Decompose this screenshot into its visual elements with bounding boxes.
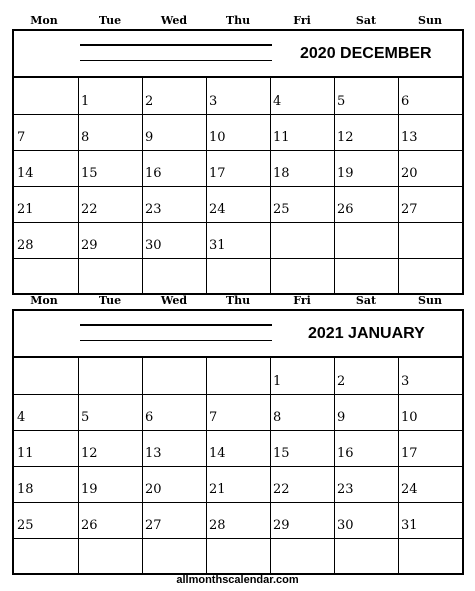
day-number: 14 [17, 166, 34, 181]
day-cell [270, 430, 334, 466]
day-cell [334, 150, 398, 186]
day-number: 3 [209, 94, 218, 109]
month-title: 2020 DECEMBER [300, 45, 432, 62]
day-cell [78, 222, 142, 258]
weekday-wed: Wed [160, 14, 188, 27]
day-cell [206, 114, 270, 150]
day-cell [14, 394, 78, 430]
day-cell [270, 502, 334, 538]
day-number: 27 [145, 518, 162, 533]
day-cell [398, 430, 462, 466]
day-cell [334, 430, 398, 466]
day-cell [398, 502, 462, 538]
day-number: 8 [273, 410, 282, 425]
day-number: 18 [273, 166, 290, 181]
day-cell [14, 538, 78, 574]
day-cell [334, 502, 398, 538]
day-grid [14, 78, 462, 293]
day-number: 21 [209, 482, 226, 497]
day-cell [142, 78, 206, 114]
day-cell [14, 150, 78, 186]
day-cell [334, 222, 398, 258]
day-number: 31 [209, 238, 226, 253]
day-cell [142, 358, 206, 394]
day-cell [270, 538, 334, 574]
weekday-fri: Fri [293, 14, 311, 27]
day-number: 11 [17, 446, 34, 461]
day-cell [78, 114, 142, 150]
day-cell [398, 222, 462, 258]
day-cell [78, 394, 142, 430]
day-cell [270, 186, 334, 222]
day-number: 14 [209, 446, 226, 461]
day-number: 22 [273, 482, 290, 497]
day-number: 9 [145, 130, 154, 145]
day-number: 10 [401, 410, 418, 425]
weekday-thu: Thu [225, 294, 251, 307]
day-number: 12 [337, 130, 354, 145]
header-rule [80, 60, 272, 61]
day-number: 16 [337, 446, 354, 461]
day-cell [206, 430, 270, 466]
day-cell [14, 114, 78, 150]
day-number: 15 [273, 446, 290, 461]
day-cell [78, 538, 142, 574]
day-number: 29 [81, 238, 98, 253]
weekday-sun: Sun [418, 294, 442, 307]
day-cell [398, 150, 462, 186]
header-rule [80, 324, 272, 326]
day-cell [14, 430, 78, 466]
day-cell [78, 186, 142, 222]
day-cell [206, 186, 270, 222]
calendar-january [12, 309, 464, 575]
day-number: 3 [401, 374, 410, 389]
day-number: 24 [209, 202, 226, 217]
day-cell [142, 222, 206, 258]
day-number: 6 [401, 94, 410, 109]
day-cell [14, 466, 78, 502]
day-cell [78, 150, 142, 186]
weekday-sun: Sun [418, 14, 442, 27]
day-cell [398, 394, 462, 430]
month-header [14, 311, 462, 358]
weekday-fri: Fri [293, 294, 311, 307]
weekday-sat: Sat [355, 14, 377, 27]
day-number: 26 [337, 202, 354, 217]
day-number: 2 [145, 94, 154, 109]
day-cell [270, 466, 334, 502]
day-cell [142, 394, 206, 430]
day-cell [398, 258, 462, 294]
header-rule [80, 340, 272, 341]
header-rule [80, 44, 272, 46]
day-cell [270, 114, 334, 150]
day-cell [334, 258, 398, 294]
month-header [14, 31, 462, 78]
day-number: 4 [17, 410, 26, 425]
day-number: 28 [17, 238, 34, 253]
day-cell [270, 258, 334, 294]
day-number: 19 [337, 166, 354, 181]
day-cell [78, 358, 142, 394]
weekday-tue: Tue [98, 14, 122, 27]
day-number: 19 [81, 482, 98, 497]
day-number: 2 [337, 374, 346, 389]
day-cell [398, 538, 462, 574]
day-cell [142, 186, 206, 222]
day-cell [334, 78, 398, 114]
day-number: 1 [273, 374, 282, 389]
day-number: 26 [81, 518, 98, 533]
weekday-header-december [12, 14, 462, 28]
day-number: 7 [209, 410, 218, 425]
day-cell [206, 222, 270, 258]
weekday-mon: Mon [30, 14, 58, 27]
month-title: 2021 JANUARY [308, 325, 425, 342]
day-number: 23 [145, 202, 162, 217]
day-number: 31 [401, 518, 418, 533]
day-number: 21 [17, 202, 34, 217]
day-cell [398, 358, 462, 394]
day-cell [206, 78, 270, 114]
day-cell [142, 538, 206, 574]
day-cell [398, 186, 462, 222]
day-cell [398, 114, 462, 150]
day-number: 24 [401, 482, 418, 497]
day-number: 22 [81, 202, 98, 217]
day-grid [14, 358, 462, 573]
day-cell [78, 78, 142, 114]
day-number: 13 [145, 446, 162, 461]
day-cell [270, 150, 334, 186]
day-cell [334, 394, 398, 430]
day-cell [398, 78, 462, 114]
weekday-header-january [12, 294, 462, 308]
day-cell [334, 538, 398, 574]
day-number: 5 [337, 94, 346, 109]
day-number: 1 [81, 94, 90, 109]
day-number: 23 [337, 482, 354, 497]
day-number: 8 [81, 130, 90, 145]
day-cell [78, 430, 142, 466]
calendar-december [12, 29, 464, 295]
day-cell [14, 78, 78, 114]
footer-site-text: allmonthscalendar.com [176, 574, 299, 586]
weekday-wed: Wed [160, 294, 188, 307]
day-number: 30 [337, 518, 354, 533]
day-cell [78, 258, 142, 294]
day-number: 18 [17, 482, 34, 497]
day-number: 16 [145, 166, 162, 181]
day-number: 5 [81, 410, 90, 425]
day-cell [206, 538, 270, 574]
day-cell [206, 358, 270, 394]
day-cell [142, 466, 206, 502]
day-cell [334, 114, 398, 150]
day-cell [14, 358, 78, 394]
day-cell [142, 258, 206, 294]
day-cell [206, 150, 270, 186]
day-cell [142, 114, 206, 150]
day-cell [206, 466, 270, 502]
day-cell [142, 150, 206, 186]
day-number: 12 [81, 446, 98, 461]
weekday-mon: Mon [30, 294, 58, 307]
day-cell [206, 502, 270, 538]
day-cell [334, 358, 398, 394]
day-number: 10 [209, 130, 226, 145]
day-cell [270, 222, 334, 258]
day-number: 28 [209, 518, 226, 533]
day-number: 29 [273, 518, 290, 533]
day-cell [334, 466, 398, 502]
day-cell [78, 502, 142, 538]
day-number: 25 [273, 202, 290, 217]
day-number: 4 [273, 94, 282, 109]
day-cell [270, 394, 334, 430]
day-number: 25 [17, 518, 34, 533]
day-number: 9 [337, 410, 346, 425]
day-number: 30 [145, 238, 162, 253]
day-cell [14, 258, 78, 294]
day-number: 17 [209, 166, 226, 181]
day-cell [142, 430, 206, 466]
day-cell [270, 78, 334, 114]
day-cell [14, 222, 78, 258]
day-cell [14, 502, 78, 538]
day-cell [14, 186, 78, 222]
day-cell [142, 502, 206, 538]
day-number: 11 [273, 130, 290, 145]
day-cell [206, 394, 270, 430]
day-cell [334, 186, 398, 222]
weekday-thu: Thu [225, 14, 251, 27]
day-cell [270, 358, 334, 394]
day-number: 15 [81, 166, 98, 181]
day-cell [78, 466, 142, 502]
day-number: 27 [401, 202, 418, 217]
day-number: 20 [401, 166, 418, 181]
day-cell [398, 466, 462, 502]
day-cell [206, 258, 270, 294]
day-number: 7 [17, 130, 26, 145]
day-number: 13 [401, 130, 418, 145]
day-number: 6 [145, 410, 154, 425]
day-number: 17 [401, 446, 418, 461]
weekday-tue: Tue [98, 294, 122, 307]
weekday-sat: Sat [355, 294, 377, 307]
day-number: 20 [145, 482, 162, 497]
